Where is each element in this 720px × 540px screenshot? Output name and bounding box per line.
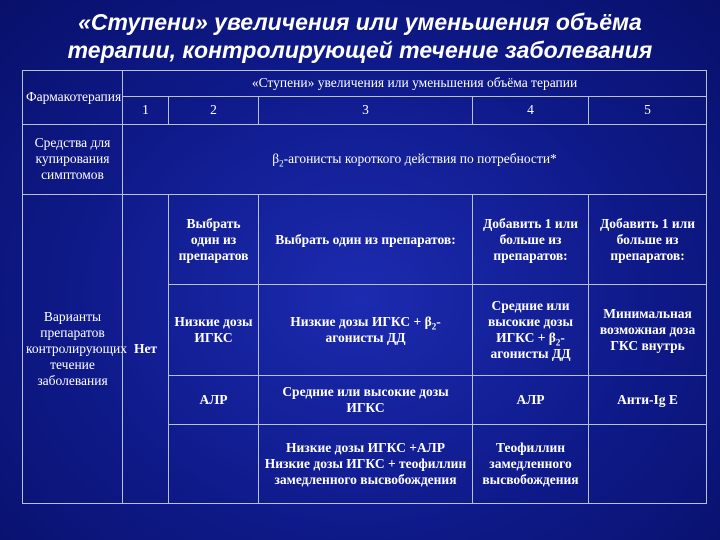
row-a-step2: Выбрать один из препаратов — [169, 194, 259, 285]
row-c-step5: Анти-Ig E — [589, 376, 707, 424]
row-d-step2-empty — [169, 424, 259, 503]
relief-sub: 2 — [279, 158, 284, 169]
row-c-step4: АЛР — [473, 376, 589, 424]
row-b-step4 — [473, 285, 589, 376]
slide-title — [0, 8, 720, 64]
step-number-1: 1 — [123, 96, 169, 124]
step-number-2: 2 — [169, 96, 259, 124]
relief-suffix: -агонисты короткого действия по потребности* — [283, 151, 557, 167]
row-c-step3: Средние или высокие дозы ИГКС — [259, 376, 473, 424]
step1-none: Нет — [123, 194, 169, 503]
row-b-step4-prefix: Средние или высокие дозы ИГКС + β — [487, 298, 574, 346]
step-number-5: 5 — [589, 96, 707, 124]
row-b-step2: Низкие дозы ИГКС — [169, 285, 259, 376]
step-number-3: 3 — [259, 96, 473, 124]
row-b-step3-suffix: -агонисты ДД — [325, 314, 441, 346]
row-a-step3: Выбрать один из препаратов: — [259, 194, 473, 285]
row-a-step4: Добавить 1 или больше из препаратов: — [473, 194, 589, 285]
relief-row-label: Средства для купирования симптомов — [23, 124, 123, 194]
slide-title-line2: терапии, контролирующей течение заболевания — [67, 37, 653, 63]
row-d-step4: Теофиллин замедленного высвобождения — [473, 424, 589, 503]
row-d-step3 — [259, 424, 473, 503]
row-c-step2: АЛР — [169, 376, 259, 424]
relief-row-content — [123, 124, 707, 194]
row-b-step3-sub: 2 — [431, 321, 437, 332]
row-d-step3-line1: Низкие дозы ИГКС +АЛР — [286, 439, 445, 455]
row-a-step5: Добавить 1 или больше из препаратов: — [589, 194, 707, 285]
row-b-step4-suffix: -агонисты ДД — [490, 330, 571, 362]
row-b-step3-prefix: Низкие дозы ИГКС + β — [290, 314, 432, 330]
row-d-step3-line2: Низкие дозы ИГКС + теофиллин замедленного высвобождения — [264, 455, 467, 487]
corner-label: Фармакотерапия — [23, 71, 123, 125]
row-d-step5-empty — [589, 424, 707, 503]
row-b-step5: Минимальная возможная доза ГКС внутрь — [589, 285, 707, 376]
step-number-4: 4 — [473, 96, 589, 124]
steps-header: «Ступени» увеличения или уменьшения объёма терапии — [123, 71, 707, 97]
variants-label: Варианты препаратов контролирующих течение заболевания — [23, 194, 123, 503]
therapy-steps-table — [22, 70, 707, 504]
relief-prefix: β — [272, 151, 280, 167]
row-b-step4-sub: 2 — [555, 337, 561, 348]
slide-title-line1: «Ступени» увеличения или уменьшения объёма — [78, 9, 642, 35]
row-b-step3 — [259, 285, 473, 376]
